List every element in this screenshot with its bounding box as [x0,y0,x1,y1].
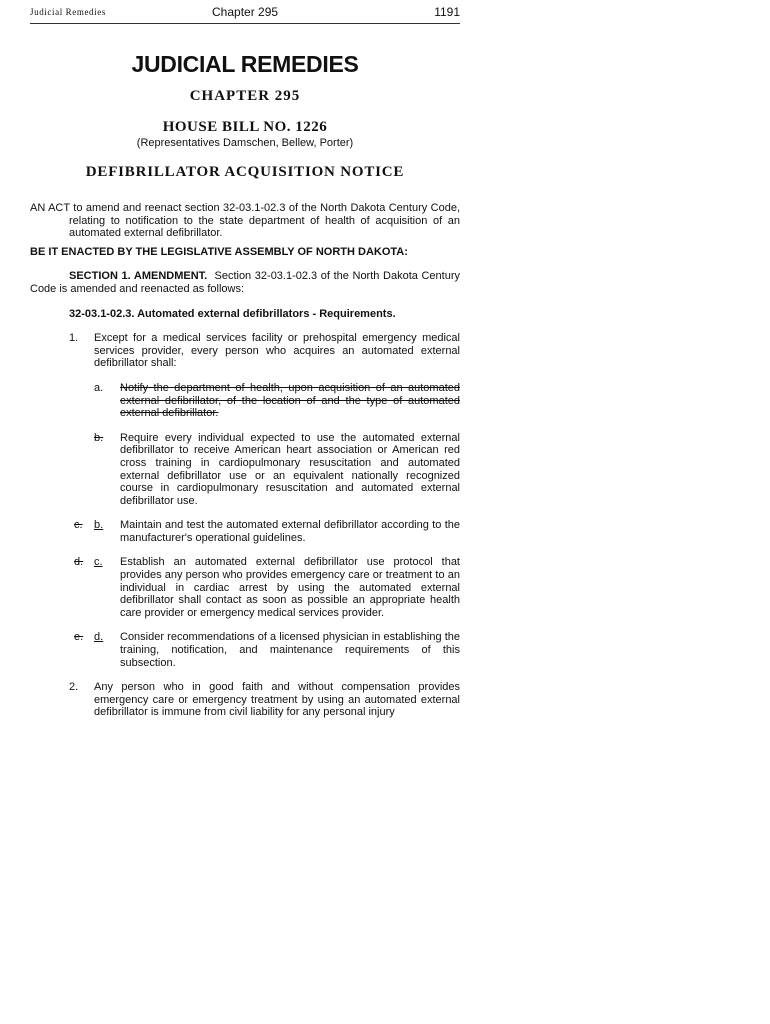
item-text: Establish an automated external defibrillator use protocol that provides any person who provides emergency care or treatment to an individual in cardiac arrest by using the automated external defibrillator shall contact as soon as possible an appropriate health care provider or emergency medical services provider. [120,556,460,619]
list-item [30,382,460,420]
running-head-chapter: Chapter 295 [212,5,279,19]
enacting-clause: BE IT ENACTED BY THE LEGISLATIVE ASSEMBLY OF NORTH DAKOTA: [30,245,408,258]
running-head [30,5,460,24]
running-head-left: Judicial Remedies [30,7,106,17]
item-text: Consider recommendations of a licensed physician in establishing the training, notification, and maintenance requirements of this subsection. [120,631,460,669]
subsection-2 [30,681,460,719]
subsection-2-number: 2. [69,681,79,694]
bill-sponsors: (Representatives Damschen, Bellew, Porter) [136,137,354,149]
page-number: 1191 [434,5,460,19]
item-old-label: e. [74,631,84,644]
section-1-paragraph [30,270,460,295]
section-1-label: SECTION 1. AMENDMENT. [69,270,208,283]
page-title: JUDICIAL REMEDIES [131,51,359,77]
subsection-1 [30,332,460,370]
subsection-2-text: Any person who in good faith and without compensation provides emergency care or emergency treatment by using an automated external defibrillator is immune from civil liability for any personal injury [94,681,460,719]
item-old-label: c. [74,519,83,532]
list-item [30,432,460,508]
chapter-number: CHAPTER 295 [189,88,301,104]
statute-section-heading: 32-03.1-02.3. Automated external defibrillators - Requirements. [69,307,396,320]
item-text-struck: Notify the department of health, upon acquisition of an automated external defibrillator, of the location of and the type of automated external defibrillator. [120,381,460,420]
document-page [30,0,460,719]
subsection-1-number: 1. [69,332,79,345]
bill-number: HOUSE BILL NO. 1226 [162,119,328,135]
item-new-label: c. [94,556,103,569]
section-1-text: Section 32-03.1-02.3 of the North Dakota Century Code is amended and reenacted as follows: [30,270,460,295]
subsection-1-text: Except for a medical services facility or prehospital emergency medical services provider, every person who acquires an automated external defibrillator shall: [94,332,460,370]
item-new-label: b. [94,519,104,532]
list-item [30,556,460,619]
item-old-label: d. [74,556,84,569]
item-text: Maintain and test the automated external defibrillator according to the manufacturer's operational guidelines. [120,519,460,544]
bill-subject-title: DEFIBRILLATOR ACQUISITION NOTICE [85,164,405,180]
act-title-paragraph: AN ACT to amend and reenact section 32-03.1-02.3 of the North Dakota Century Code, relating to notification to the state department of health of acquisition of an automated external defibrillator. [30,202,460,240]
item-text: Require every individual expected to use the automated external defibrillator to receive American heart association or American red cross training in cardiopulmonary resuscitation and automated external defibrillator use or an equivalent nationally recognized course in cardiopulmonary resuscitation and automated external defibrillator use. [120,431,460,507]
item-old-label: b. [94,431,104,444]
item-new-label: d. [94,631,104,644]
item-label: a. [94,381,104,394]
list-item [30,631,460,669]
list-item [30,519,460,544]
